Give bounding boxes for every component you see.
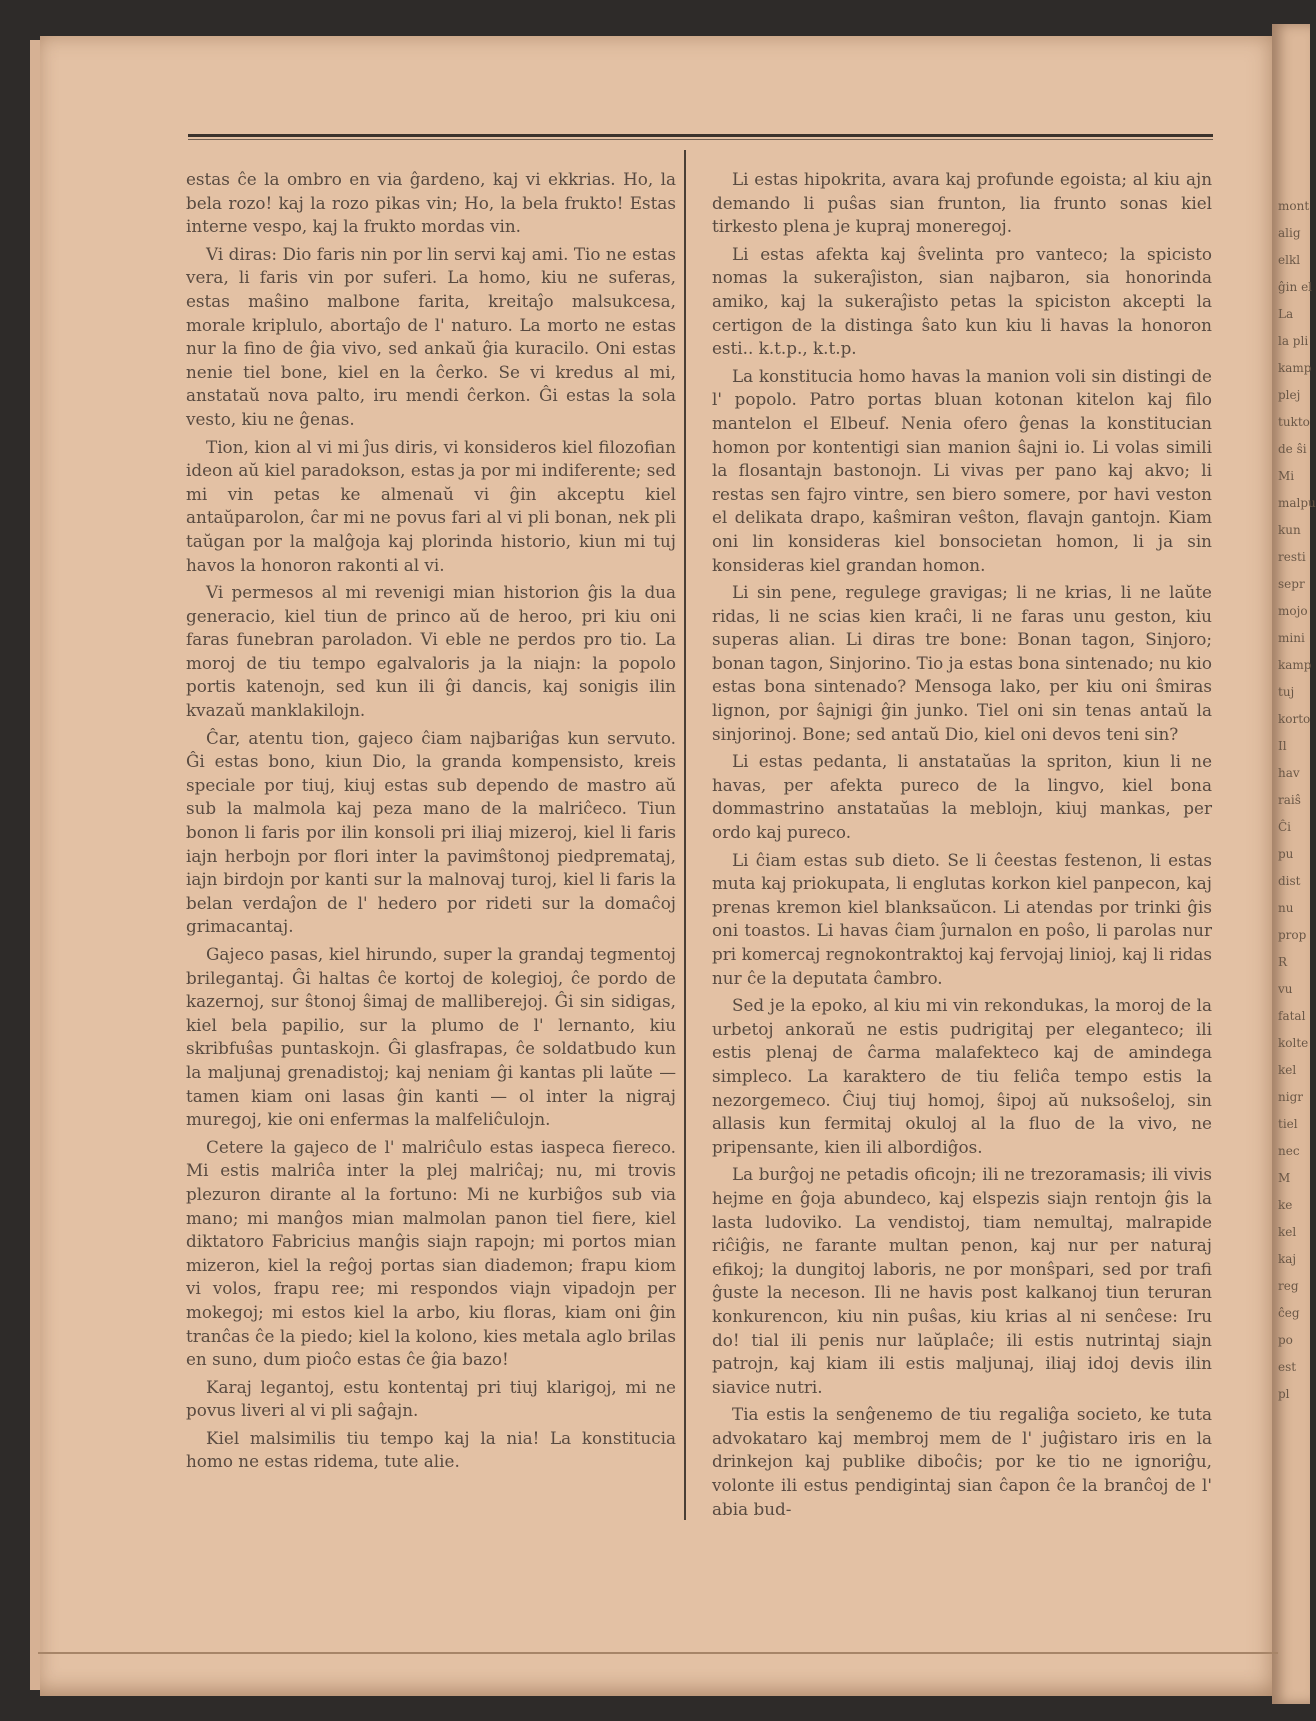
next-page-fragment: mojo xyxy=(1278,604,1308,618)
next-page-fragment: kamp xyxy=(1278,658,1312,672)
paragraph: Ĉar, atentu tion, gajeco ĉiam najbariĝas kun servuto. Ĝi estas bono, kiun Dio, la granda kompensisto, kreis speciale por tiuj, kiuj estas sub dependo de mastro aŭ sub la malmola kaj peza mano de la malriĉeco. Tiun bonon li faris por ilin konsoli pri iliaj mizeroj, kiel li faris iajn herbojn por flori inter la pavimŝtonoj piedpremataj, iajn birdojn por kanti sur la malnovaj turoj, kiel li faris la belan verdaĵon de l' hedero por rideti sur la domaĉoj grimacantaj. xyxy=(186,727,676,937)
next-page-fragment: vu xyxy=(1278,982,1293,996)
paragraph: Li ĉiam estas sub dieto. Se li ĉeestas festenon, li estas muta kaj priokupata, li englutas korkon kiel panpecon, kaj prenas kremon kiel blanksaŭcon. Li atendas por trinki ĝis oni toastos. Li havas ĉiam ĵurnalon en poŝo, li parolas nur pri komercaj regnokontraktoj kaj fervojaj linioj, kaj li ridas nur ĉe la deputata ĉambro. xyxy=(712,849,1212,988)
paragraph: Vi permesos al mi revenigi mian historion ĝis la dua generacio, kiel tiun de princo aŭ de heroo, pri kiu oni faras funebran paroladon. Vi eble ne perdos pro tio. La moroj de tiu tempo egalvaloris ja la niajn: la popolo portis katenojn, sed kun ili ĝi dancis, kaj sonigis ilin kvazaŭ manklakilojn. xyxy=(186,582,676,721)
header-rule xyxy=(188,134,1213,137)
next-page-fragment: alig xyxy=(1278,226,1301,240)
next-page-fragment: hav xyxy=(1278,766,1300,780)
next-page-fragment: La xyxy=(1278,307,1294,321)
next-page-fragment: M xyxy=(1278,1171,1291,1185)
paragraph: estas ĉe la ombro en via ĝardeno, kaj vi ekkrias. Ho, la bela rozo! kaj la rozo pikas vin; Ho, la bela frukto! Estas interne vespo, kaj la frukto mordas vin. xyxy=(186,169,676,237)
paragraph: Li estas hipokrita, avara kaj profunde egoista; al kiu ajn demando li puŝas sian frunton, lia frunto sonas kiel tirkesto plena je kupraj moneregoj. xyxy=(712,169,1212,237)
next-page-fragment: R xyxy=(1278,955,1288,969)
next-page-fragment: malpu xyxy=(1278,496,1316,510)
paragraph: Cetere la gajeco de l' malriĉulo estas iaspeca fiereco. Mi estis malriĉa inter la plej malriĉaj; nu, mi trovis plezuron dirante al la fortuno: Mi ne kurbiĝos sub via mano; mi manĝos mian malmolan panon tiel fiere, kiel diktatoro Fabricius manĝis siajn rapojn; mi portos mian mizeron, kiel la reĝoj portas sian diademon; frapu kiom vi volos, frapu ree; mi respondos viajn vipadojn per mokegoj; mi estos kiel la arbo, kiu floras, kiam oni ĝin tranĉas ĉe la piedo; kiel la kolono, kies metala aglo brilas en suno, dum pioĉo estas ĉe ĝia bazo! xyxy=(186,1136,676,1370)
next-page-fragment: de ŝi xyxy=(1278,442,1307,456)
next-page-edge xyxy=(1272,24,1316,1704)
paragraph: Gajeco pasas, kiel hirundo, super la grandaj tegmentoj brilegantaj. Ĝi haltas ĉe kortoj de kolegioj, ĉe pordo de kazernoj, sur ŝtonoj ŝimaj de malliberejoj. Ĝi sin sidigas, kiel bela papilio, sur la plumo de l' lernanto, kiu skribfuŝas puntaskojn. Ĝi glasfrapas, ĉe soldatbudo kun la maljunaj grenadistoj; kaj neniam ĝi kantas pli laŭte — tamen kiam oni lasas ĝin kanti — ol inter la nigraj muregoj, kie oni enfermas la malfeliĉulojn. xyxy=(186,944,676,1130)
next-page-fragment: nec xyxy=(1278,1144,1300,1158)
next-page-fragment: kel xyxy=(1278,1063,1297,1077)
next-page-fragment: reg xyxy=(1278,1279,1299,1293)
paragraph: Sed je la epoko, al kiu mi vin rekondukas, la moroj de la urbetoj ankoraŭ ne estis pudrigitaj per eleganteco; ili estis plenaj de ĉarma malafekteco kaj de amindega simpleco. La karaktero de tiu feliĉa tempo estis la nezorgemeco. Ĉiuj tiuj homoj, ŝipoj aŭ nuksoŝeloj, sin allasis kun fermitaj okuloj al la fluo de la vivo, ne pripensante, kien ili albordiĝos. xyxy=(712,995,1212,1157)
next-page-fragment: Il xyxy=(1278,739,1287,753)
paragraph: Li estas afekta kaj ŝvelinta pro vanteco; la spicisto nomas la sukeraĵiston, sian najbaron, sia honorinda amiko, kaj la sukeraĵisto petas la spiciston akcepti la certigon de la distinga ŝato kun kiu li havas la honoron esti.. k.t.p., k.t.p. xyxy=(712,243,1212,359)
next-page-fragment: nigr xyxy=(1278,1090,1303,1104)
next-page-fragment: la pli xyxy=(1278,334,1309,348)
next-page-fragment: mont xyxy=(1278,199,1310,213)
next-page-fragment: kun xyxy=(1278,523,1301,537)
paragraph: Kiel malsimilis tiu tempo kaj la nia! La konstitucia homo ne estas ridema, tute alie. xyxy=(186,1427,676,1472)
bottom-rule xyxy=(38,1652,1278,1654)
next-page-fragment: ĝin el xyxy=(1278,280,1313,294)
next-page-fragment: korto xyxy=(1278,712,1311,726)
paragraph: Vi diras: Dio faris nin por lin servi kaj ami. Tio ne estas vera, li faris vin por suferi. La homo, kiu ne suferas, estas maŝino malbone farita, kreitaĵo malsukcesa, morale kriplulo, abortaĵo de l' naturo. La morto ne estas nur la fino de ĝia vivo, sed ankaŭ ĝia kuracilo. Oni estas nenie tiel bone, kiel en la ĉerko. Se vi kredus al mi, anstataŭ nova palto, iru mendi ĉerkon. Ĝi estas la sola vesto, kiu ne ĝenas. xyxy=(186,243,676,429)
next-page-fragment: tiel xyxy=(1278,1117,1298,1131)
next-page-fragment: mini xyxy=(1278,631,1305,645)
next-page-fragment: tukto xyxy=(1278,415,1310,429)
right-column xyxy=(712,168,1212,1525)
next-page-fragment: fatal xyxy=(1278,1009,1306,1023)
paragraph: Li sin pene, regulege gravigas; li ne krias, li ne laŭte ridas, li ne scias kien kraĉi, li ne faras unu geston, kiu superas alian. Li diras tre bone: Bonan tagon, Sinjoro; bonan tagon, Sinjorino. Tio ja estas bona sintenado; nu kio estas bona sintenado? Mensoga lako, per kiu oni ŝmiras lignon, por ŝajnigi ĝin junko. Tiel oni sin tenas antaŭ la sinjorinoj. Bone; sed antaŭ Dio, kiel oni devos teni sin? xyxy=(712,582,1212,744)
next-page-fragment: est xyxy=(1278,1360,1297,1374)
column-divider xyxy=(684,150,686,1520)
paragraph: La konstitucia homo havas la manion voli sin distingi de l' popolo. Patro portas bluan kotonan kitelon kaj filo mantelon el Elbeuf. Nenia ofero ĝenas la konstitucian homon por kontentigi sian manion ŝajni io. Li volas simili la flosantajn bastonojn. Li vivas per pano kaj akvo; li restas sen fajro vintre, sen biero somere, por havi veston el delikata drapo, kaŝmiran veŝton, flavajn gantojn. Kiam oni lin konsideras kiel bonsocietan homon, li ja sin konsideras kiel grandan homon. xyxy=(712,365,1212,575)
next-page-fragment: sepr xyxy=(1278,577,1305,591)
next-page-fragment: ke xyxy=(1278,1198,1293,1212)
next-page-fragment: raiŝ xyxy=(1278,793,1301,807)
next-page-fragment: pu xyxy=(1278,847,1294,861)
next-page-fragment: kel xyxy=(1278,1225,1297,1239)
next-page-fragment: kamp xyxy=(1278,361,1312,375)
paragraph: Karaj legantoj, estu kontentaj pri tiuj klarigoj, mi ne povus liveri al vi pli saĝajn. xyxy=(186,1376,676,1421)
next-page-fragment: dist xyxy=(1278,874,1301,888)
left-column xyxy=(186,168,676,1478)
next-page-fragment: plej xyxy=(1278,388,1301,402)
header-rule-thin xyxy=(188,139,1213,140)
paragraph: Tia estis la senĝenemo de tiu regaliĝa societo, ke tuta advokataro kaj membroj mem de l' juĝistaro iris en la drinkejon kaj publike diboĉis; por ke tio ne ignoriĝu, volonte ili estus pendigintaj sian ĉapon ĉe la branĉoj de l' abia bud- xyxy=(712,1404,1212,1519)
next-page-fragment: tuj xyxy=(1278,685,1295,699)
next-page-fragment: kolte xyxy=(1278,1036,1309,1050)
paragraph: Tion, kion al vi mi ĵus diris, vi konsideros kiel filozofian ideon aŭ kiel paradokson, estas ja por mi indiferente; sed mi vin petas ke almenaŭ vi ĝin akceptu kiel antaŭparolon, ĉar mi ne povus fari al vi pli bonan, nek pli taŭgan por la malĝoja kaj plorinda historio, kiun mi tuj havos la honoron rakonti al vi. xyxy=(186,436,676,575)
next-page-fragment: pl xyxy=(1278,1387,1290,1401)
next-page-fragment: kaj xyxy=(1278,1252,1297,1266)
next-page-fragment: prop xyxy=(1278,928,1307,942)
next-page-fragment: elkl xyxy=(1278,253,1301,267)
next-page-fragment: po xyxy=(1278,1333,1293,1347)
next-page-fragment: ĉeg xyxy=(1278,1306,1300,1320)
paragraph: La burĝoj ne petadis oficojn; ili ne trezoramasis; ili vivis hejme en ĝoja abundeco, kaj elspezis siajn rentojn ĝis la lasta ludoviko. La vendistoj, tiam nemultaj, malrapide riĉiĝis, ne farante multan penon, kaj nur per naturaj efikoj; la dungitoj laboris, ne por monŝpari, sed por trafi ĝuste la neceson. Ili ne havis post kalkanoj tiun teruran konkurencon, kiu nin puŝas, kiu krias al ni senĉese: Iru do! tial ili penis nur laŭplaĉe; ili estis nutrintaj siajn patrojn, kaj kiam ili estis maljunaj, iliaj idoj devis ilin siavice nutri. xyxy=(712,1164,1212,1397)
next-page-fragment: resti xyxy=(1278,550,1306,564)
next-page-fragment: Ĉi xyxy=(1278,820,1292,834)
paragraph: Li estas pedanta, li anstataŭas la spriton, kiun li ne havas, per afekta pureco de la lingvo, kiel bona dommastrino anstataŭas la meblojn, kiuj mankas, per ordo kaj pureco. xyxy=(712,751,1212,843)
next-page-fragment: Mi xyxy=(1278,469,1295,483)
next-page-fragment: nu xyxy=(1278,901,1294,915)
